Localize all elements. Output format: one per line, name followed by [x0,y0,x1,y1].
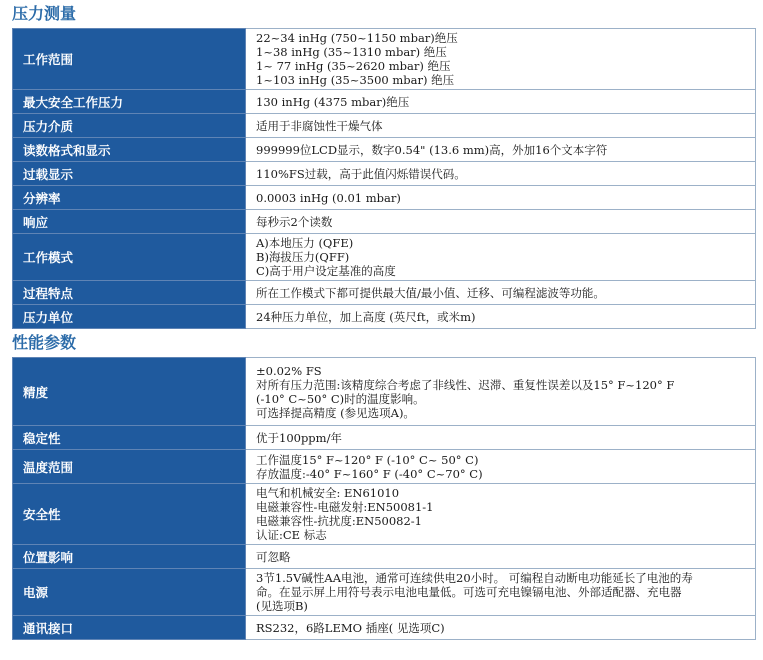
spec-value-line: 优于100ppm/年 [256,430,342,445]
spec-value-line: 1~ 77 inHg (35~2620 mbar) 绝压 [256,59,451,73]
spec-value-line: 110%FS过载，高于此值闪烁错误代码。 [256,166,466,181]
spec-label: 过载显示 [13,162,246,186]
spec-value-line: 电磁兼容性-电磁发射:EN50081-1 [256,500,434,514]
spec-row [13,616,756,640]
spec-value-line: 适用于非腐蚀性干燥气体 [256,118,383,133]
spec-value-line: C)高于用户设定基准的高度 [256,264,396,278]
spec-label: 分辨率 [13,186,246,210]
spec-label: 工作模式 [13,234,246,281]
spec-value-line: 22~34 inHg (750~1150 mbar)绝压 [256,31,458,45]
spec-label: 电源 [13,569,246,616]
spec-value [246,305,756,329]
spec-value-line: 130 inHg (4375 mbar)绝压 [256,94,410,109]
spec-value-line: A)本地压力 (QFE) [256,236,354,250]
spec-value-line: (见选项B) [256,599,308,613]
spec-value [246,162,756,186]
spec-row [13,358,756,426]
spec-value [246,616,756,640]
spec-row [13,545,756,569]
spec-row [13,484,756,545]
spec-value-line: 1~103 inHg (35~3500 mbar) 绝压 [256,73,455,87]
spec-label: 读数格式和显示 [13,138,246,162]
spec-row [13,186,756,210]
section-title: 压力测量 [12,4,77,23]
spec-label: 最大安全工作压力 [13,90,246,114]
spec-row [13,305,756,329]
spec-value-line: 3节1.5V碱性AA电池，通常可连续供电20小时。 可编程自动断电功能延长了电池的寿 [256,571,693,585]
spec-label: 压力单位 [13,305,246,329]
spec-label: 精度 [13,358,246,426]
spec-label: 通讯接口 [13,616,246,640]
spec-value-line: 所在工作模式下都可提供最大值/最小值、迁移、可编程滤波等功能。 [256,285,605,300]
spec-row [13,234,756,281]
spec-label: 温度范围 [13,450,246,484]
spec-value-line: 24种压力单位，加上高度 (英尺ft，或米m) [256,309,476,324]
spec-table [12,357,756,640]
spec-value-line: 命。在显示屏上用符号表示电池电量低。可选可充电镍镉电池、外部适配器、充电器 [256,585,682,599]
spec-value-line: 存放温度:-40° F~160° F (-40° C~70° C) [256,466,483,481]
spec-label: 压力介质 [13,114,246,138]
spec-value [246,484,756,545]
spec-value-line: RS232，6路LEMO 插座( 见选项C) [256,620,445,635]
spec-value [246,186,756,210]
spec-value-line: 1~38 inHg (35~1310 mbar) 绝压 [256,45,447,59]
spec-row [13,90,756,114]
spec-value [246,114,756,138]
spec-label: 响应 [13,210,246,234]
spec-row [13,281,756,305]
spec-value [246,281,756,305]
spec-row [13,114,756,138]
spec-value [246,138,756,162]
spec-label: 过程特点 [13,281,246,305]
spec-value [246,569,756,616]
spec-value [246,426,756,450]
spec-value-line: 电气和机械安全: EN61010 [256,486,400,500]
spec-value-line: 999999位LCD显示，数字0.54" (13.6 mm)高，外加16个文本字符 [256,142,608,157]
spec-value [246,545,756,569]
section-title: 性能参数 [12,333,77,352]
spec-value-line: 对所有压力范围:该精度综合考虑了非线性、迟滞、重复性误差以及15° F~120° F [256,377,675,392]
spec-row [13,162,756,186]
spec-label: 位置影响 [13,545,246,569]
spec-value-line: 电磁兼容性-抗扰度:EN50082-1 [256,514,423,528]
spec-row [13,450,756,484]
spec-label: 工作范围 [13,29,246,90]
spec-row [13,569,756,616]
spec-value-line: 可忽略 [256,549,291,564]
spec-label: 稳定性 [13,426,246,450]
spec-value-line: 认证:CE 标志 [256,528,327,542]
spec-table [12,28,756,329]
spec-value [246,358,756,426]
spec-row [13,426,756,450]
spec-value-line: 每秒示2个读数 [256,214,333,229]
spec-value-line: 可选择提高精度 (参见选项A)。 [256,405,415,420]
spec-value-line: ±0.02% FS [256,363,322,378]
spec-label: 安全性 [13,484,246,545]
spec-row [13,210,756,234]
spec-row [13,29,756,90]
spec-value-line: 工作温度15° F~120° F (-10° C~ 50° C) [256,452,479,467]
spec-value [246,450,756,484]
spec-value [246,234,756,281]
spec-value [246,29,756,90]
spec-value [246,90,756,114]
spec-value-line: B)海拔压力(QFF) [256,250,350,264]
spec-value [246,210,756,234]
spec-value-line: 0.0003 inHg (0.01 mbar) [256,190,401,205]
spec-row [13,138,756,162]
spec-value-line: (-10° C~50° C)时的温度影响。 [256,391,425,406]
